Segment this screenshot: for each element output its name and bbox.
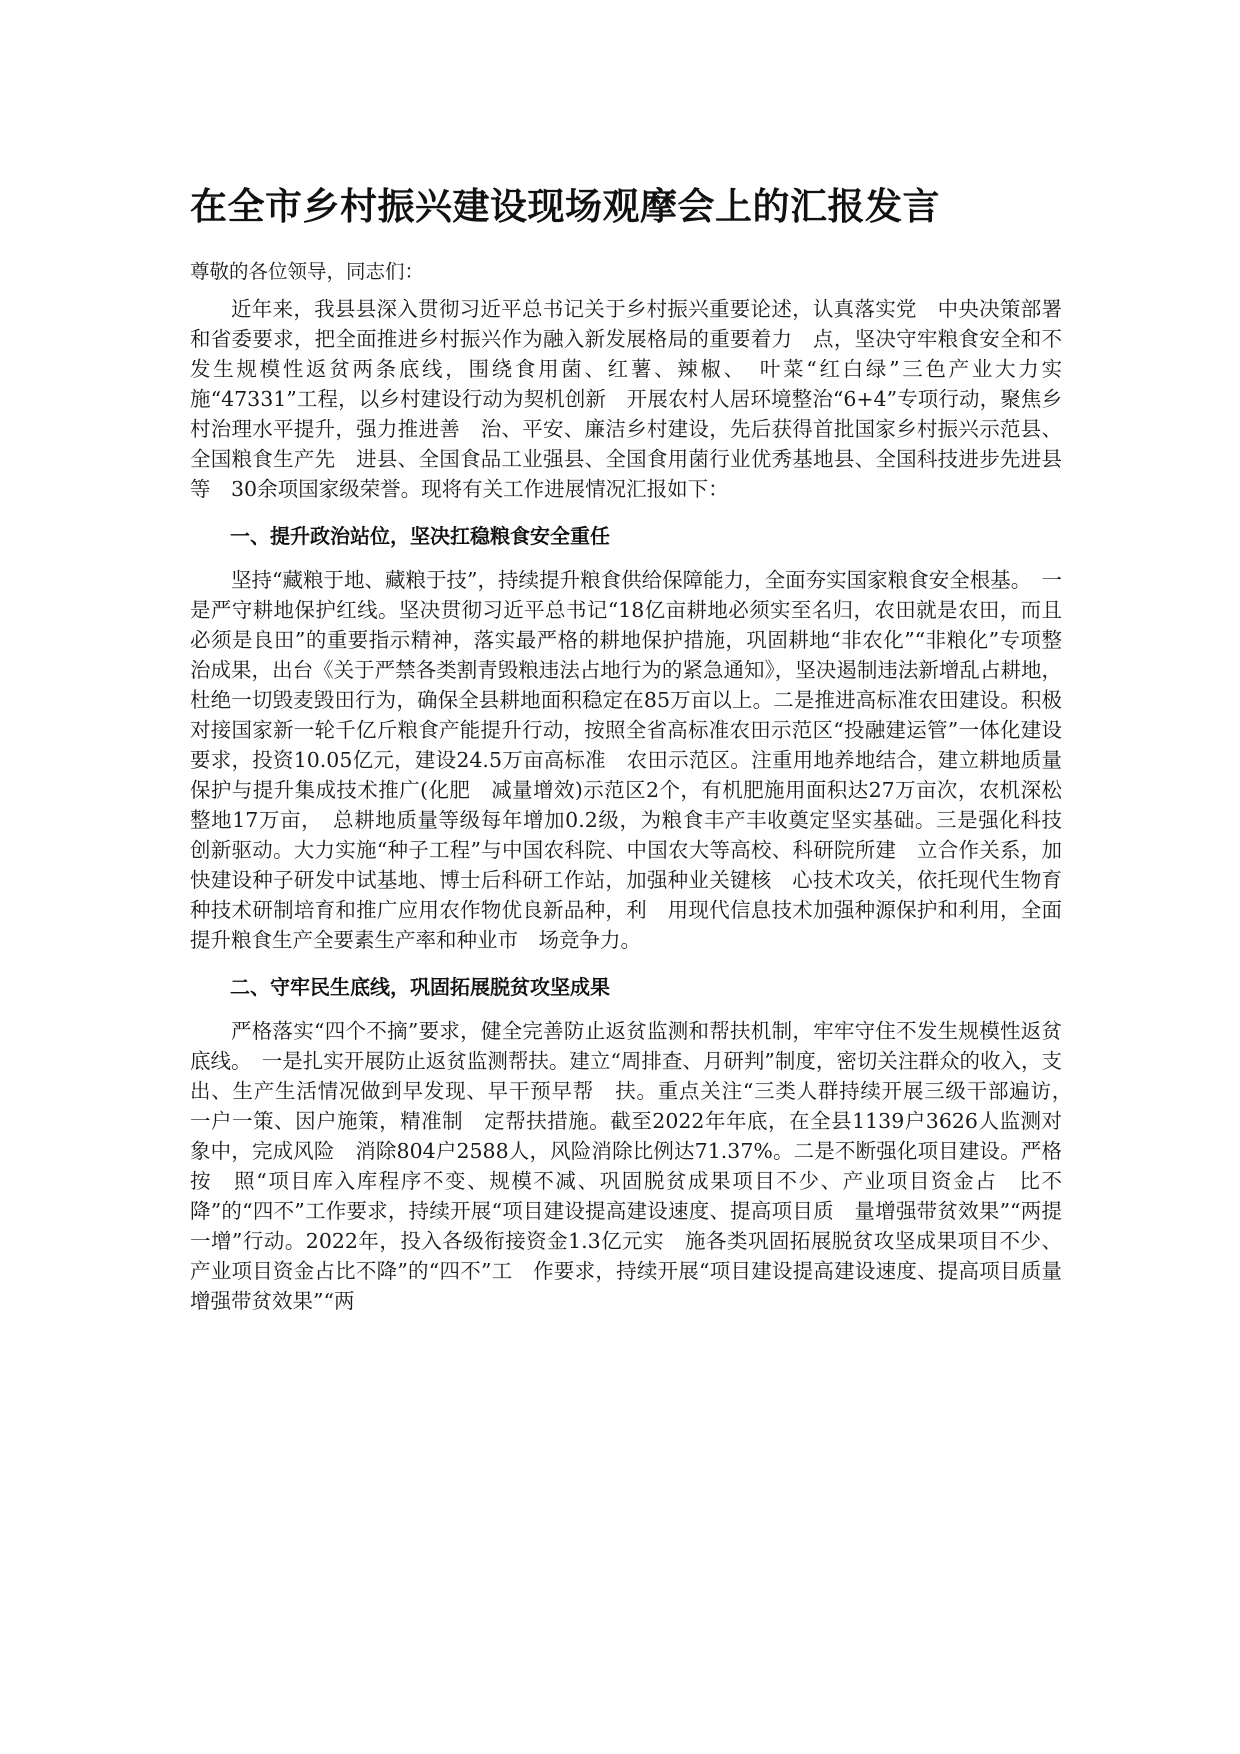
document-title: 在全市乡村振兴建设现场观摩会上的汇报发言: [190, 185, 940, 228]
document-page: [190, 185, 1083, 1316]
section-2-paragraph: 严格落实“四个不摘”要求，健全完善防止返贫监测和帮扶机制，牢牢守住不发生规模性返贫底线。 一是扎实开展防止返贫监测帮扶。建立“周排查、月研判”制度，密切关注群众的收入，支出、生产生活情况做到早发现、早干预早帮 扶。重点关注“三类人群持续开展三级干部遍访， 一户一策、因户施策，精准制 定帮扶措施。截至2022年年底，在全县1139户3626人监测对象中，完成风险 消除804户2588人，风险消除比例达71.37%。二是不断强化项目建设。严格按 照“项目库入库程序不变、规模不减、巩固脱贫成果项目不少、产业项目资金占 比不降”的“四不”工作要求，持续开展“项目建设提高建设速度、提高项目质 量增强带贫效果”“两提一增”行动。2022年，投入各级衔接资金1.3亿元实 施各类巩固拓展脱贫攻坚成果项目不少、产业项目资金占比不降”的“四不”工 作要求，持续开展“项目建设提高建设速度、提高项目质量增强带贫效果”“两: [190, 1019, 1083, 1313]
section-2-heading: 二、守牢民生底线，巩固拓展脱贫攻坚成果: [230, 975, 610, 999]
section-1-paragraph: 坚持“藏粮于地、藏粮于技”，持续提升粮食供给保障能力，全面夯实国家粮食安全根基。 一是严守耕地保护红线。坚决贯彻习近平总书记“18亿亩耕地必须实至名归，农田就是农田，而且必须是良田”的重要指示精神，落实最严格的耕地保护措施，巩固耕地“非农化”“非粮化”专项整治成果，出台《关于严禁各类割青毁粮违法占地行为的紧急通知》，坚决遏制违法新增乱占耕地，杜绝一切毁麦毁田行为，确保全县耕地面积稳定在85万亩以上。二是推进高标准农田建设。积极对接国家新一轮千亿斤粮食产能提升行动，按照全省高标准农田示范区“投融建运管”一体化建设要求，投资10.05亿元，建设24.5万亩高标准 农田示范区。注重用地养地结合，建立耕地质量保护与提升集成技术推广(化肥 减量增效)示范区2个，有机肥施用面积达27万亩次，农机深松整地17万亩， 总耕地质量等级每年增加0.2级，为粮食丰产丰收奠定坚实基础。三是强化科技 创新驱动。大力实施“种子工程”与中国农科院、中国农大等高校、科研院所建 立合作关系，加快建设种子研发中试基地、博士后科研工作站，加强种业关键核 心技术攻关，依托现代生物育种技术研制培育和推广应用农作物优良新品种，利 用现代信息技术加强种源保护和利用，全面提升粮食生产全要素生产率和种业市 场竞争力。: [190, 568, 1083, 952]
intro-paragraph: 近年来，我县县深入贯彻习近平总书记关于乡村振兴重要论述，认真落实党 中央决策部署和省委要求，把全面推进乡村振兴作为融入新发展格局的重要着力 点，坚决守牢粮食安全和不发生规模性返贫两条底线，围绕食用菌、红薯、辣椒、 叶菜“红白绿”三色产业大力实施“47331”工程，以乡村建设行动为契机创新 开展农村人居环境整治“6+4”专项行动，聚焦乡村治理水平提升，强力推进善 治、平安、廉洁乡村建设，先后获得首批国家乡村振兴示范县、全国粮食生产先 进县、全国食品工业强县、全国食用菌行业优秀基地县、全国科技进步先进县等 30余项国家级荣誉。现将有关工作进展情况汇报如下：: [190, 297, 1062, 501]
salutation: 尊敬的各位领导，同志们：: [190, 260, 425, 283]
section-1-heading: 一、提升政治站位，坚决扛稳粮食安全重任: [230, 524, 610, 548]
